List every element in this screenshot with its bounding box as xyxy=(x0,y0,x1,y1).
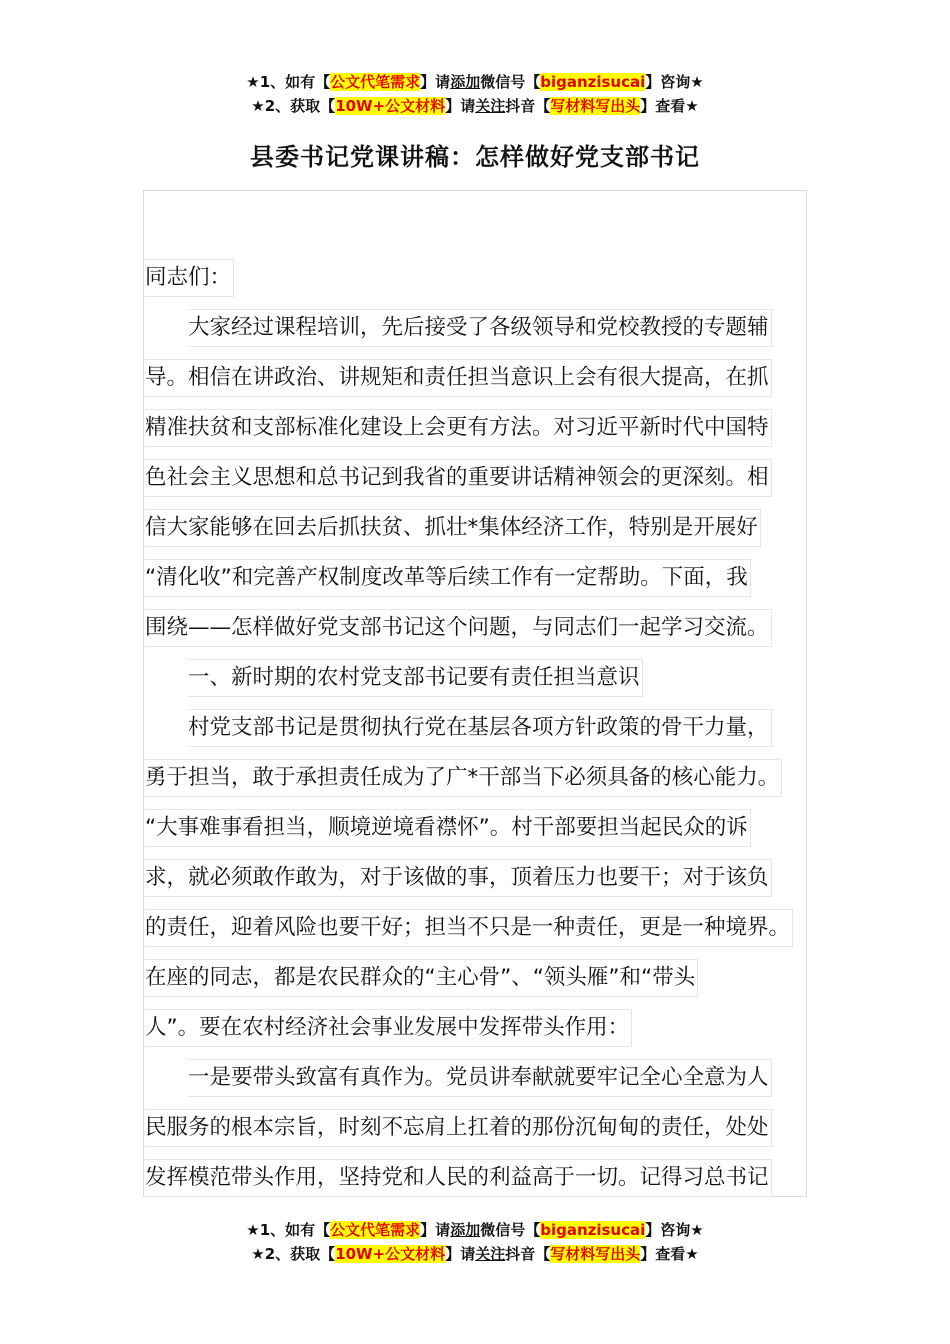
text-line xyxy=(145,359,825,409)
line-text: 民服务的根本宗旨，时刻不忘肩上扛着的那份沉甸甸的责任，处处 xyxy=(145,1109,772,1147)
banner-line-1 xyxy=(0,70,950,94)
text-line xyxy=(145,459,825,509)
line-text: 围绕——怎样做好党支部书记这个问题，与同志们一起学习交流。 xyxy=(145,609,772,647)
text-line xyxy=(145,1109,825,1159)
text-line xyxy=(145,559,825,609)
highlight-douyin-id: 写材料写出头 xyxy=(550,97,641,115)
line-text: 在座的同志，都是农民群众的“主心骨”、“领头雁”和“带头 xyxy=(145,959,698,997)
line-text: 大家经过课程培训，先后接受了各级领导和党校教授的专题辅 xyxy=(188,309,772,347)
text-line xyxy=(145,859,825,909)
document-title: 县委书记党课讲稿：怎样做好党支部书记 xyxy=(250,143,700,171)
document-body xyxy=(145,259,825,1209)
text-line xyxy=(145,809,825,859)
underlined-text: 关注 xyxy=(475,97,506,115)
line-text: 同志们： xyxy=(145,259,234,297)
text-line xyxy=(145,409,825,459)
line-text: 发挥模范带头作用，坚持党和人民的利益高于一切。记得习总书记 xyxy=(145,1159,772,1197)
text-line xyxy=(145,259,825,309)
text-line xyxy=(145,709,825,759)
banner-text: ★2、获取【 xyxy=(251,97,336,115)
underlined-text: 添加 xyxy=(450,73,481,91)
header-banner xyxy=(0,70,950,118)
text-line xyxy=(145,1009,825,1059)
banner-text: 】查看★ xyxy=(640,1245,699,1263)
banner-text: 】查看★ xyxy=(640,97,699,115)
line-text: 信大家能够在回去后抓扶贫、抓壮*集体经济工作，特别是开展好 xyxy=(145,509,761,547)
line-text: 勇于担当，敢于承担责任成为了广*干部当下必须具备的核心能力。 xyxy=(145,759,782,797)
line-text: 色社会主义思想和总书记到我省的重要讲话精神领会的更深刻。相 xyxy=(145,459,772,497)
banner-text: 抖音【 xyxy=(505,97,551,115)
highlight-materials: 10W+公文材料 xyxy=(335,97,446,115)
line-text: 精准扶贫和支部标准化建设上会更有方法。对习近平新时代中国特 xyxy=(145,409,772,447)
text-line xyxy=(145,309,825,359)
line-text: 一是要带头致富有真作为。党员讲奉献就要牢记全心全意为人 xyxy=(188,1059,772,1097)
text-line xyxy=(145,759,825,809)
banner-text: ★1、如有【 xyxy=(246,73,331,91)
line-text: 的责任，迎着风险也要干好；担当不只是一种责任，更是一种境界。 xyxy=(145,909,793,947)
text-line xyxy=(145,509,825,559)
line-text: “清化收”和完善产权制度改革等后续工作有一定帮助。下面，我 xyxy=(145,559,751,597)
highlight-service: 公文代笔需求 xyxy=(330,1221,421,1239)
highlight-materials: 10W+公文材料 xyxy=(335,1245,446,1263)
underlined-text: 添加 xyxy=(450,1221,481,1239)
banner-text: 】请 xyxy=(420,1221,451,1239)
text-line xyxy=(145,1059,825,1109)
underlined-text: 关注 xyxy=(475,1245,506,1263)
text-line xyxy=(145,609,825,659)
line-text: 村党支部书记是贯彻执行党在基层各项方针政策的骨干力量， xyxy=(188,709,772,747)
text-line xyxy=(145,959,825,1009)
highlight-wechat-id: biganzisucai xyxy=(540,73,646,91)
footer-banner xyxy=(0,1218,950,1266)
line-text: 人”。要在农村经济社会事业发展中发挥带头作用： xyxy=(145,1009,632,1047)
banner-text: ★1、如有【 xyxy=(246,1221,331,1239)
text-line xyxy=(145,909,825,959)
highlight-douyin-id: 写材料写出头 xyxy=(550,1245,641,1263)
line-text: 导。相信在讲政治、讲规矩和责任担当意识上会有很大提高，在抓 xyxy=(145,359,772,397)
text-line xyxy=(145,1159,825,1209)
banner-text: 微信号【 xyxy=(480,73,541,91)
line-text: “大事难事看担当，顺境逆境看襟怀”。村干部要担当起民众的诉 xyxy=(145,809,751,847)
banner-text: 】请 xyxy=(445,1245,476,1263)
banner-line-2 xyxy=(0,1242,950,1266)
banner-line-1 xyxy=(0,1218,950,1242)
banner-text: 】咨询★ xyxy=(645,1221,704,1239)
banner-text: 】咨询★ xyxy=(645,73,704,91)
banner-text: ★2、获取【 xyxy=(251,1245,336,1263)
highlight-wechat-id: biganzisucai xyxy=(540,1221,646,1239)
banner-text: 微信号【 xyxy=(480,1221,541,1239)
banner-line-2 xyxy=(0,94,950,118)
line-text: 求，就必须敢作敢为，对于该做的事，顶着压力也要干；对于该负 xyxy=(145,859,772,897)
banner-text: 抖音【 xyxy=(505,1245,551,1263)
highlight-service: 公文代笔需求 xyxy=(330,73,421,91)
banner-text: 】请 xyxy=(420,73,451,91)
line-text: 一、新时期的农村党支部书记要有责任担当意识 xyxy=(188,659,643,697)
section-heading xyxy=(145,659,825,709)
banner-text: 】请 xyxy=(445,97,476,115)
